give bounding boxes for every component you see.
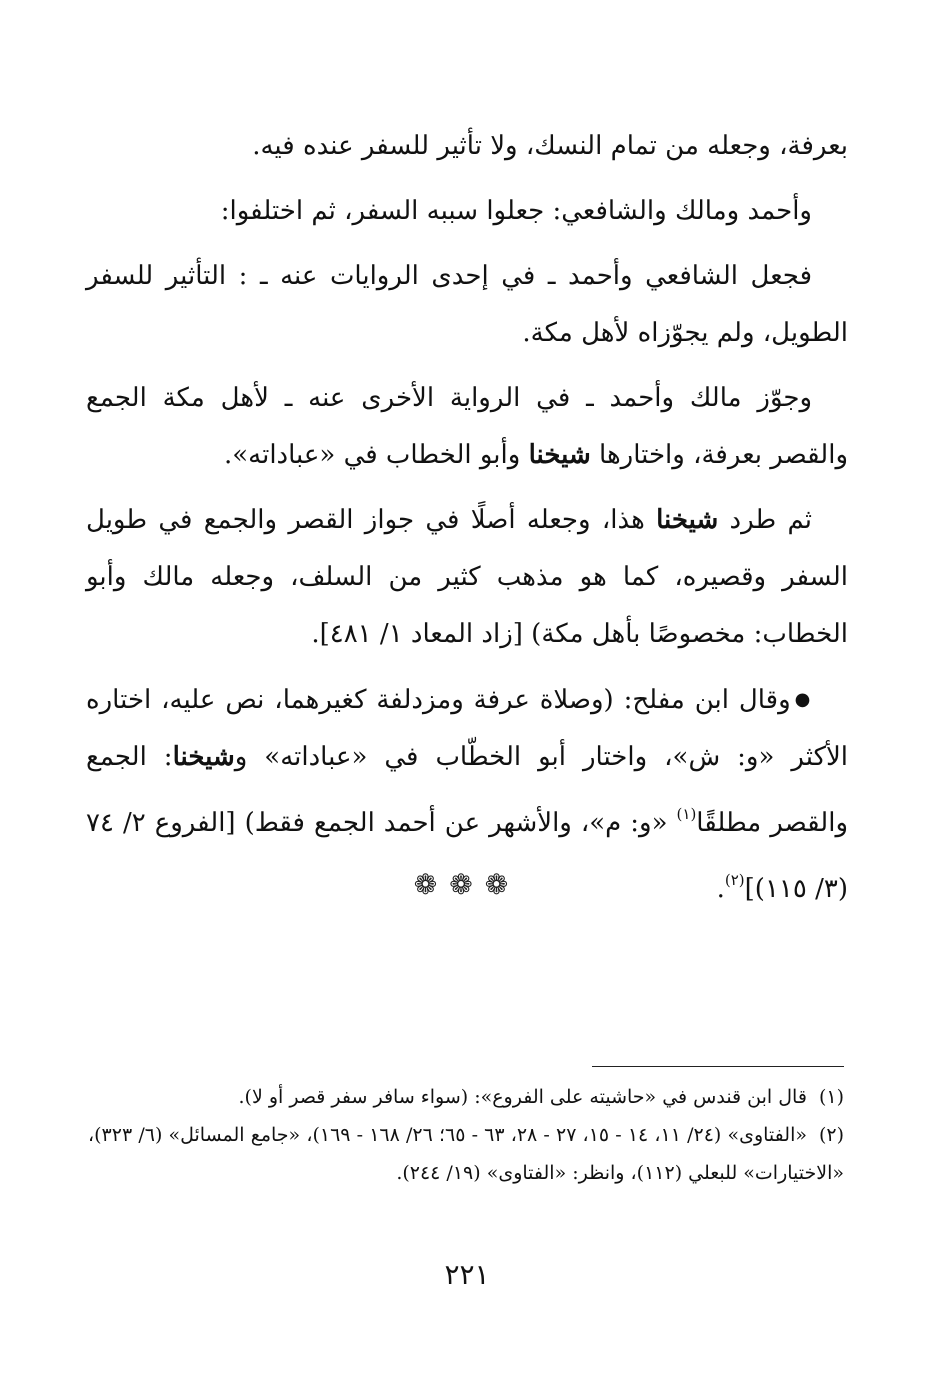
footnote-ref-1[interactable]: (١) [676,805,697,823]
paragraph-6-text-d: . [716,874,725,904]
paragraph-1: بعرفة، وجعله من تمام النسك، ولا تأثير للسفر عنده فيه. [252,131,848,161]
paragraph-5-text-a: ثم طرد [718,505,812,535]
footnote-1 [88,1078,844,1116]
paragraph-2: وأحمد ومالك والشافعي: جعلوا سببه السفر، ثم اختلفوا: [220,196,812,226]
paragraph-4-text-b: وأبو الخطاب في «عباداته». [223,440,529,470]
bullet-icon: ● [794,689,812,710]
paragraph-5-text-b: هذا، وجعله أصلًا في جواز القصر والجمع في طويل السفر وقصيره، كما هو مذهب كثير من السلف، وجعله مالك وأبو الخطاب: مخصوصًا بأهل مكة) [زاد المعاد ١/ ٤٨١]. [86,505,848,649]
paragraph-5-bold: شيخنا [656,505,719,535]
paragraph-6-bold: شيخنا [172,742,235,772]
paragraph-3: فجعل الشافعي وأحمد ـ في إحدى الروايات عنه ـ : التأثير للسفر الطويل، ولم يجوّزاه لأهل مكة. [86,261,848,348]
paragraph-5 [86,492,848,663]
footnote-divider [592,1066,844,1067]
main-text [86,118,848,926]
footnote-2-number: (٢) [818,1124,845,1146]
paragraph-6-text-c: «و: م»، والأشهر عن أحمد الجمع فقط) [الفروع ٢/ ٧٤ (٣/ ١١٥)] [86,808,848,904]
footnote-2-text: «الفتاوى» (٢٤/ ١١، ١٤ - ١٥، ٢٧ - ٢٨، ٦٣ - ٦٥؛ ٢٦/ ١٦٨ - ١٦٩)، «جامع المسائل» (٦/ ٣٢٣)، «الاختيارات» للبعلي (١١٢)، وانظر: «الفتاوى» (١٩/ ٢٤٤). [88,1124,844,1184]
section-ornament-icon: ❁❁❁ [413,868,521,901]
page-number: ٢٢١ [444,1258,490,1291]
paragraph-6-text-a: وقال ابن مفلح: (وصلاة عرفة ومزدلفة كغيرهما، نص عليه، اختاره الأكثر «و: ش»، واختار أبو الخطّاب في «عباداته» و [86,685,849,772]
footnote-1-text: قال ابن قندس في «حاشيته على الفروع»: (سواء سافر سفر قصر أو لا). [238,1086,807,1108]
paragraph-4-bold: شيخنا [528,440,591,470]
paragraph-4-text-a: وجوّز مالك وأحمد ـ في الرواية الأخرى عنه ـ لأهل مكة الجمع والقصر بعرفة، واختارها [86,383,848,470]
paragraph-4 [86,370,848,484]
footnotes [88,1078,844,1192]
paragraph-6-text-b: : الجمع والقصر مطلقًا [86,742,848,838]
footnote-1-number: (١) [818,1086,844,1108]
footnote-2 [88,1116,844,1192]
footnote-ref-2[interactable]: (٢) [724,871,745,889]
